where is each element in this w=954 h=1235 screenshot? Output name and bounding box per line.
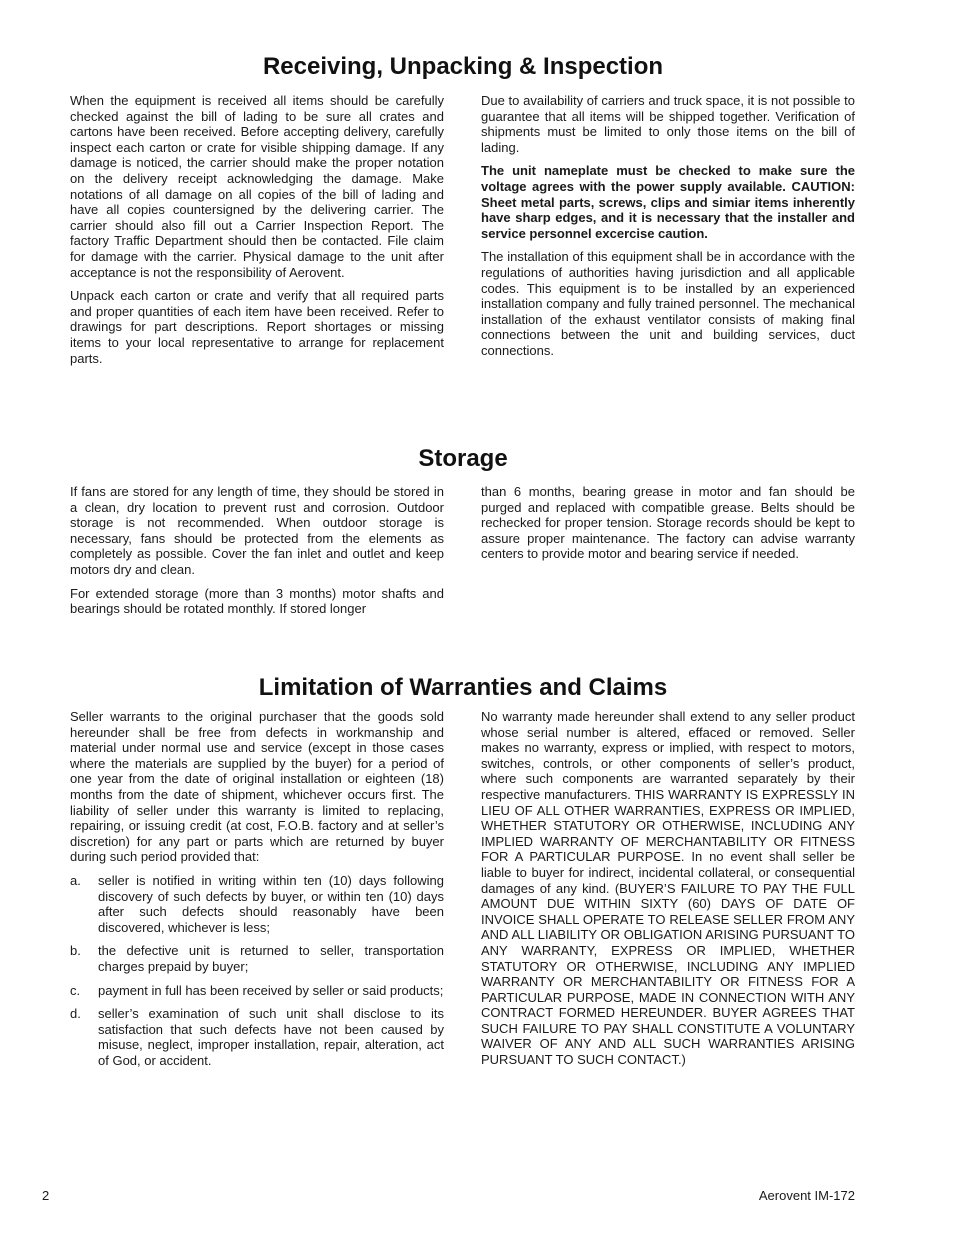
page-number: 2 [42,1188,50,1203]
storage-paragraph-1: If fans are stored for any length of time, they should be stored in a clean, dry location to prevent rust and corrosion. Outdoor storage is not recommended. When outdoor storage is necessary, fans should be protected from the elements as completely as possible. Cover the fan inlet and outlet and keep motors dry and clean. [70,484,444,577]
receiving-caution-paragraph: The unit nameplate must be checked to make sure the voltage agrees with the power supply available. CAUTION: Sheet metal parts, screws, clips and simiar items inherently have sharp edges, and it is necessary that the installer and service personnel excercise caution. [481,163,855,241]
warranty-condition-item [70,983,444,999]
warranty-condition-item [70,1006,444,1068]
list-item-text: payment in full has been received by seller or said products; [98,982,444,998]
warranty-conditions-list [70,873,444,1069]
storage-left-column [70,484,444,625]
receiving-right-column [481,93,855,367]
warranty-right-column [481,709,855,1076]
warranty-condition-item [70,943,444,974]
list-item-text: seller is notified in writing within ten (10) days following discovery of such defects by buyer, or within ten (10) days after such defects should reasonably have been discovered, whichever is less; [98,872,444,935]
warranty-section-title: Limitation of Warranties and Claims [258,674,668,701]
receiving-paragraph-2: Unpack each carton or crate and verify that all required parts and proper quantities of each item have been received. Refer to drawings for part descriptions. Report shortages or missing items to your local representative to arrange for replacement parts. [70,288,444,366]
storage-right-column [481,484,855,570]
list-marker: b. [70,943,81,959]
storage-paragraph-2: For extended storage (more than 3 months) motor shafts and bearings should be rotated monthly. If stored longer [70,585,444,617]
receiving-installation-paragraph: The installation of this equipment shall be in accordance with the regulations of authorities having jurisdiction and all applicable codes. This equipment is to be installed by an experienced installation company and fully trained personnel. The mechanical installation of the exhaust ventilator consists of making final connections between the unit and building services, duct connections. [481,249,855,358]
receiving-left-column [70,93,444,374]
warranty-condition-item [70,873,444,935]
warranty-intro-paragraph: Seller warrants to the original purchaser that the goods sold hereunder shall be free from defects in workmanship and material under normal use and service (except in those cases where the materials are supplied by the buyer) for a period of one year from the date of original installation or eighteen (18) months from the date of shipment, whichever occurs first. The liability of seller under this warranty is limited to replacing, repairing, or issuing credit (at cost, F.O.B. factory and at seller’s discretion) for any part or parts which are returned by buyer during such period provided that: [70,709,444,865]
document-id: Aerovent IM-172 [758,1188,855,1203]
receiving-shipping-paragraph: Due to availability of carriers and truck space, it is not possible to guarantee that all items will be shipped together. Verification of shipments must be limited to only those items on the bill of lading. [481,93,855,155]
list-item-text: the defective unit is returned to seller, transportation charges prepaid by buyer; [98,943,444,974]
storage-paragraph-3: than 6 months, bearing grease in motor and fan should be purged and replaced with compatible grease. Belts should be rechecked for proper tension. Storage records should be kept to assure proper maintenance. The factory can advise warranty centers to provide motor and bearing service if needed. [481,484,855,562]
list-marker: d. [70,1006,81,1022]
list-marker: a. [70,872,81,888]
warranty-left-column [70,709,444,1076]
receiving-section-title: Receiving, Unpacking & Inspection [262,53,664,80]
receiving-paragraph-1: When the equipment is received all items should be carefully checked against the bill of lading to be sure all crates and cartons have been received. Before accepting delivery, carefully inspect each carton or crate for visible shipping damage. If any damage is noticed, the carrier should make the proper notation on the delivery receipt acknowledging the damage. Make notations of all damage on all copies of the bill of lading and have all copies countersigned by the delivering carrier. The carrier should also fill out a Carrier Inspection Report. The factory Traffic Department should then be contacted. File claim for damage with the carrier. Physical damage to the unit after acceptance is not the responsibility of Aerovent. [70,93,444,280]
list-marker: c. [70,982,81,998]
storage-section-title: Storage [418,445,508,472]
warranty-disclaimer-paragraph: No warranty made hereunder shall extend to any seller product whose serial number is altered, effaced or removed. Seller makes no warranty, express or implied, with respect to motors, switches, controls, or other components of seller’s product, where such components are warranted separately by their respective manufacturers. THIS WARRANTY IS EXPRESSLY IN LIEU OF ALL OTHER WARRANTIES, EXPRESS OR IMPLIED, WHETHER STATUTORY OR OTHERWISE, INCLUDING ANY IMPLIED WARRANTY OF MERCHANTABILITY OR FITNESS FOR A PARTICULAR PURPOSE. In no event shall seller be liable to buyer for indirect, incidental collateral, or consequential damages of any kind. (BUYER’S FAILURE TO PAY THE FULL AMOUNT DUE WITHIN SIXTY (60) DAYS OF DATE OF INVOICE SHALL OPERATE TO RELEASE SELLER FROM ANY AND ALL LIABILITY OR OBLIGATION ARISING PURSUANT TO ANY WARRANTY, EXPRESS OR IMPLIED, WHETHER STATUTORY OR OTHERWISE, INCLUDING ANY IMPLIED WARRANTY OR MERCHANTABILITY OR FITNESS FOR A PARTICULAR PURPOSE, MADE IN CONNECTION WITH ANY CONTRACT FORMED HEREUNDER. BUYER AGREES THAT SUCH FAILURE TO PAY SHALL CONSTITUTE A VOLUNTARY WAIVER OF ANY AND ALL SUCH WARRANTIES ARISING PURSUANT TO SUCH CONTACT.) [481,709,855,1068]
list-item-text: seller’s examination of such unit shall disclose to its satisfaction that such defects have not been caused by misuse, neglect, improper installation, repair, alteration, act of God, or accident. [98,1006,444,1068]
